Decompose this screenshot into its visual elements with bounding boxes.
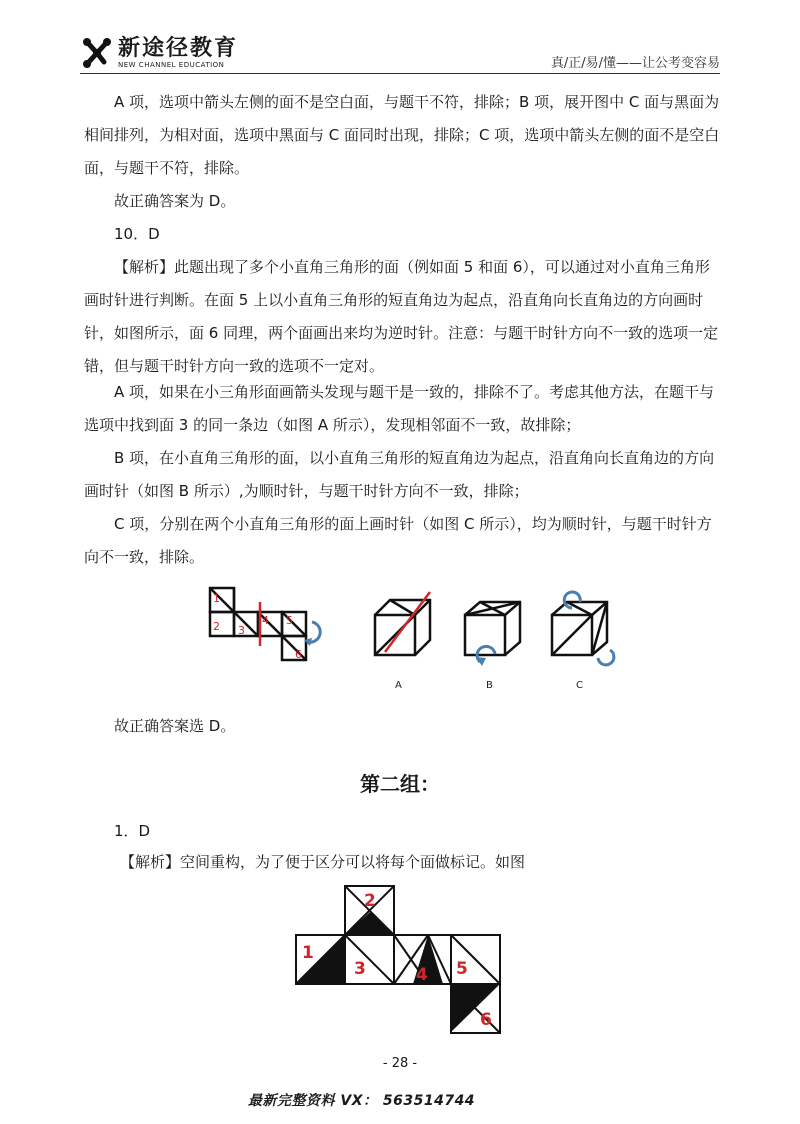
paragraph-option-a: A 项，如果在小三角形面画箭头发现与题干是一致的，排除不了。考虑其他方法，在题干与选项中找到面 3 的同一条边（如图 A 所示），发现相邻面不一致，故排除； bbox=[84, 383, 715, 434]
logo-mark-icon bbox=[80, 36, 114, 70]
net-label-3: 3 bbox=[238, 624, 245, 637]
net-label-2: 2 bbox=[213, 620, 220, 633]
question-10-answer: 10．D bbox=[114, 225, 160, 243]
paragraph-answer-9: 故正确答案为 D。 bbox=[114, 192, 236, 210]
option-label-a: A bbox=[395, 680, 402, 691]
figure-cube-net-options bbox=[190, 580, 630, 700]
net-face-label-2: 2 bbox=[364, 891, 376, 911]
header-slogan: 真/正/易/懂——让公考变容易 bbox=[550, 56, 720, 71]
option-cube-c bbox=[552, 602, 607, 655]
header-divider bbox=[80, 73, 720, 74]
logo-english-name: NEW CHANNEL EDUCATION bbox=[118, 61, 225, 69]
paragraph-analysis-10: 【解析】此题出现了多个小直角三角形的面（例如面 5 和面 6），可以通过对小直角三角形画时针进行判断。在面 5 上以小直角三角形的短直角边为起点，沿直角向长直角边的方向画时针，如图所示，面 6 同理，两个面画出来均为逆时针。注意：与题干时针方向不一致的选项一定错，但与题干时针方向一致的选项不一定对。 bbox=[84, 258, 719, 375]
net-label-6: 6 bbox=[295, 648, 302, 661]
group2-question-1-answer: 1．D bbox=[114, 822, 151, 840]
footer-contact: 最新完整资料 VX： 563514744 bbox=[248, 1093, 476, 1109]
paragraph-option-b: B 项，在小直角三角形的面，以小直角三角形的短直角边为起点，沿直角向长直角边的方向画时针（如图 B 所示）,为顺时针，与题干时针方向不一致，排除； bbox=[84, 449, 715, 500]
figure-labeled-net bbox=[290, 882, 520, 1042]
net-label-5: 5 bbox=[286, 614, 293, 627]
section-title-group-2: 第二组： bbox=[360, 772, 440, 796]
net-face-label-4: 4 bbox=[416, 965, 428, 985]
net-label-1: 1 bbox=[213, 592, 220, 605]
paragraph-answer-10: 故正确答案选 D。 bbox=[114, 717, 236, 735]
net-label-4: 4 bbox=[262, 614, 269, 627]
net-face-label-3: 3 bbox=[354, 959, 366, 979]
page-header bbox=[80, 36, 720, 76]
net-face-label-1: 1 bbox=[302, 943, 314, 963]
logo bbox=[80, 36, 238, 70]
option-label-c: C bbox=[576, 680, 583, 691]
paragraph-options-abc: A 项，选项中箭头左侧的面不是空白面，与题干不符，排除；B 项，展开图中 C 面与黑面为相间排列，为相对面，选项中黑面与 C 面同时出现，排除；C 项，选项中箭头左侧的面不是空白面，与题干不符，排除。 bbox=[84, 93, 720, 177]
paragraph-option-c: C 项，分别在两个小直角三角形的面上画时针（如图 C 所示），均为顺时针，与题干时针方向不一致，排除。 bbox=[84, 515, 712, 566]
page-number: - 28 - bbox=[382, 1056, 418, 1071]
logo-chinese-name: 新途径教育 bbox=[118, 36, 239, 61]
group2-question-1-analysis: 【解析】空间重构，为了便于区分可以将每个面做标记。如图 bbox=[120, 853, 526, 871]
net-face-label-5: 5 bbox=[456, 959, 468, 979]
net-face-label-6: 6 bbox=[480, 1010, 492, 1030]
option-label-b: B bbox=[486, 680, 493, 691]
